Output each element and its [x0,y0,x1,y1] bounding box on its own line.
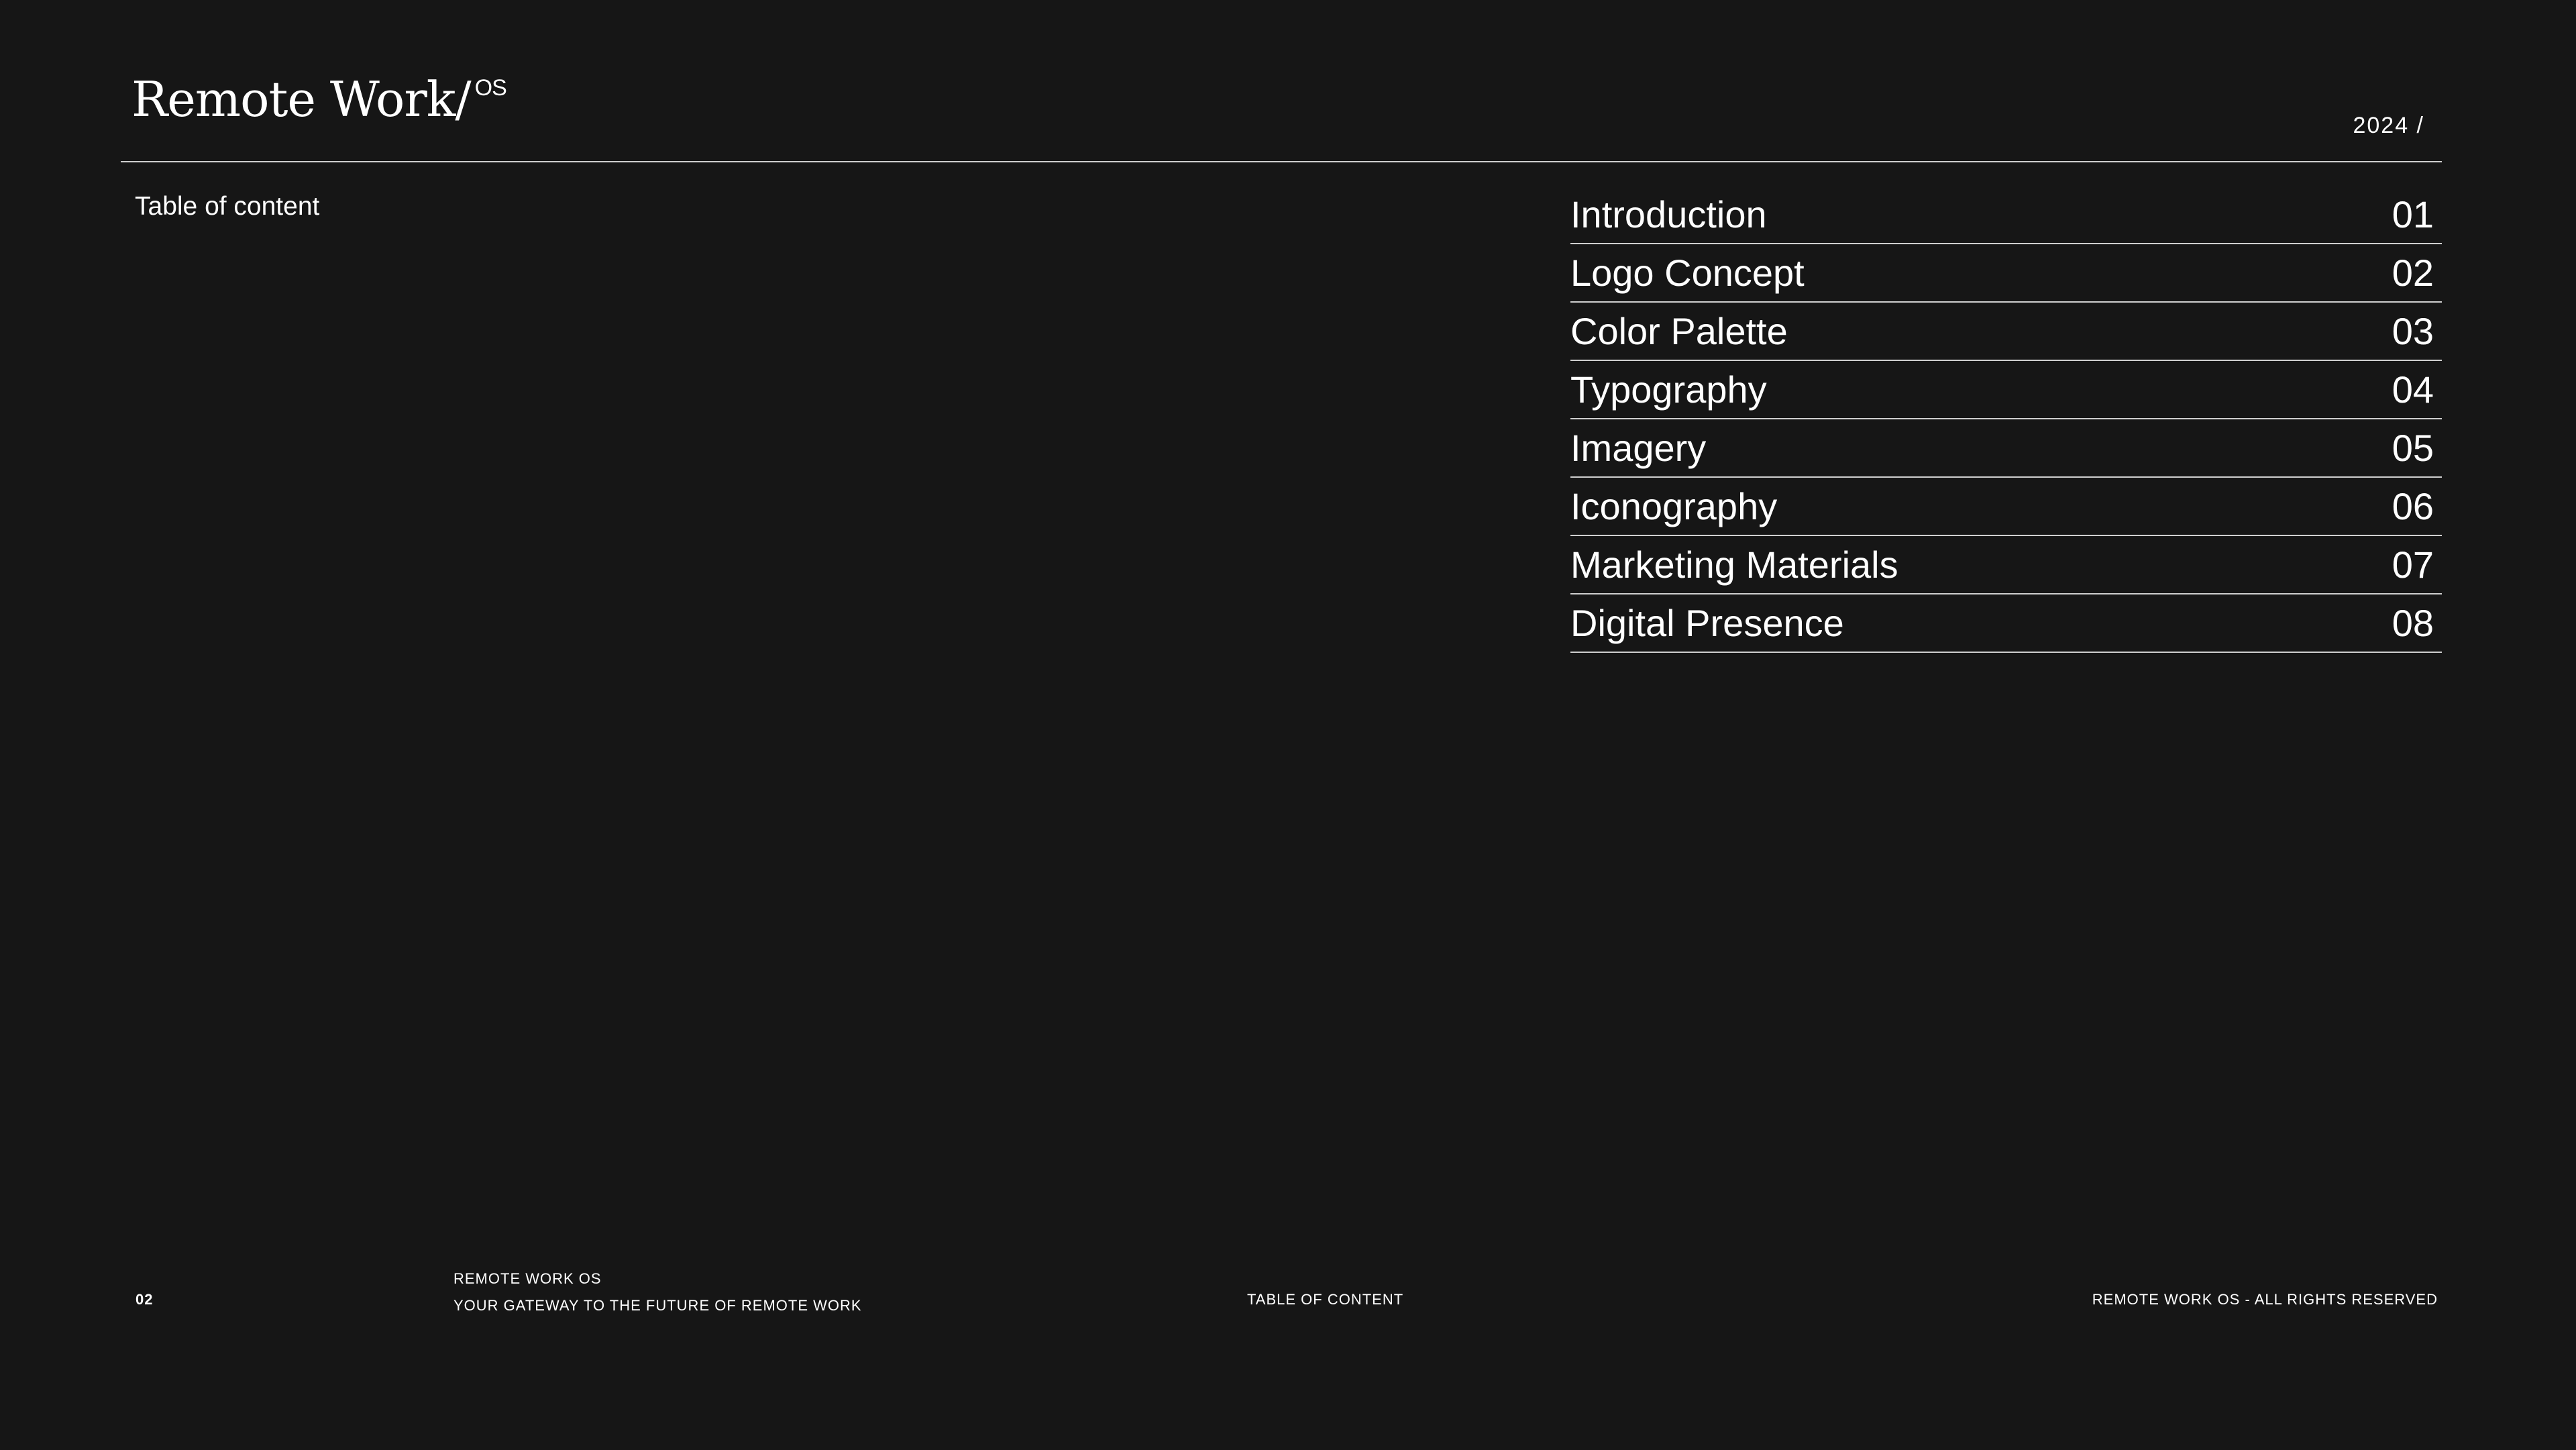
toc-item-title: Digital Presence [1570,602,1844,644]
toc-item-title: Marketing Materials [1570,543,1898,586]
toc-item-title: Imagery [1570,427,1707,469]
year-label: 2024 / [2353,113,2424,138]
toc-item-title: Iconography [1570,485,1778,527]
toc-item-title: Typography [1570,368,1767,411]
toc-item[interactable] [1570,244,2442,303]
toc-item-number: 05 [2392,427,2434,469]
toc-item[interactable] [1570,594,2442,653]
toc-item[interactable] [1570,361,2442,419]
footer-page-number: 02 [136,1291,154,1308]
toc-item[interactable] [1570,478,2442,536]
toc-item-number: 04 [2392,368,2434,411]
logo-superscript: OS [474,75,506,101]
toc-item-number: 07 [2392,543,2434,586]
toc-item-title: Logo Concept [1570,252,1805,294]
toc-item[interactable] [1570,186,2442,244]
toc-item[interactable] [1570,536,2442,594]
footer-tagline: YOUR GATEWAY TO THE FUTURE OF REMOTE WORK [453,1297,862,1314]
footer-brand-name: REMOTE WORK OS [453,1270,602,1287]
footer-brand [453,1265,862,1319]
toc-item-title: Color Palette [1570,310,1788,352]
toc-item[interactable] [1570,419,2442,478]
toc-item[interactable] [1570,303,2442,361]
toc-item-number: 01 [2392,193,2434,236]
toc-item-number: 08 [2392,602,2434,644]
brand-logo [131,71,506,127]
toc-item-title: Introduction [1570,193,1767,236]
table-of-contents [1570,186,2442,653]
section-label: Table of content [135,192,320,221]
logo-text: Remote Work/ [131,71,471,127]
header-divider [121,161,2442,162]
toc-item-number: 03 [2392,310,2434,352]
toc-item-number: 02 [2392,252,2434,294]
toc-item-number: 06 [2392,485,2434,527]
footer-rights: REMOTE WORK OS - ALL RIGHTS RESERVED [2092,1291,2438,1308]
footer-section-title: TABLE OF CONTENT [1247,1291,1404,1308]
